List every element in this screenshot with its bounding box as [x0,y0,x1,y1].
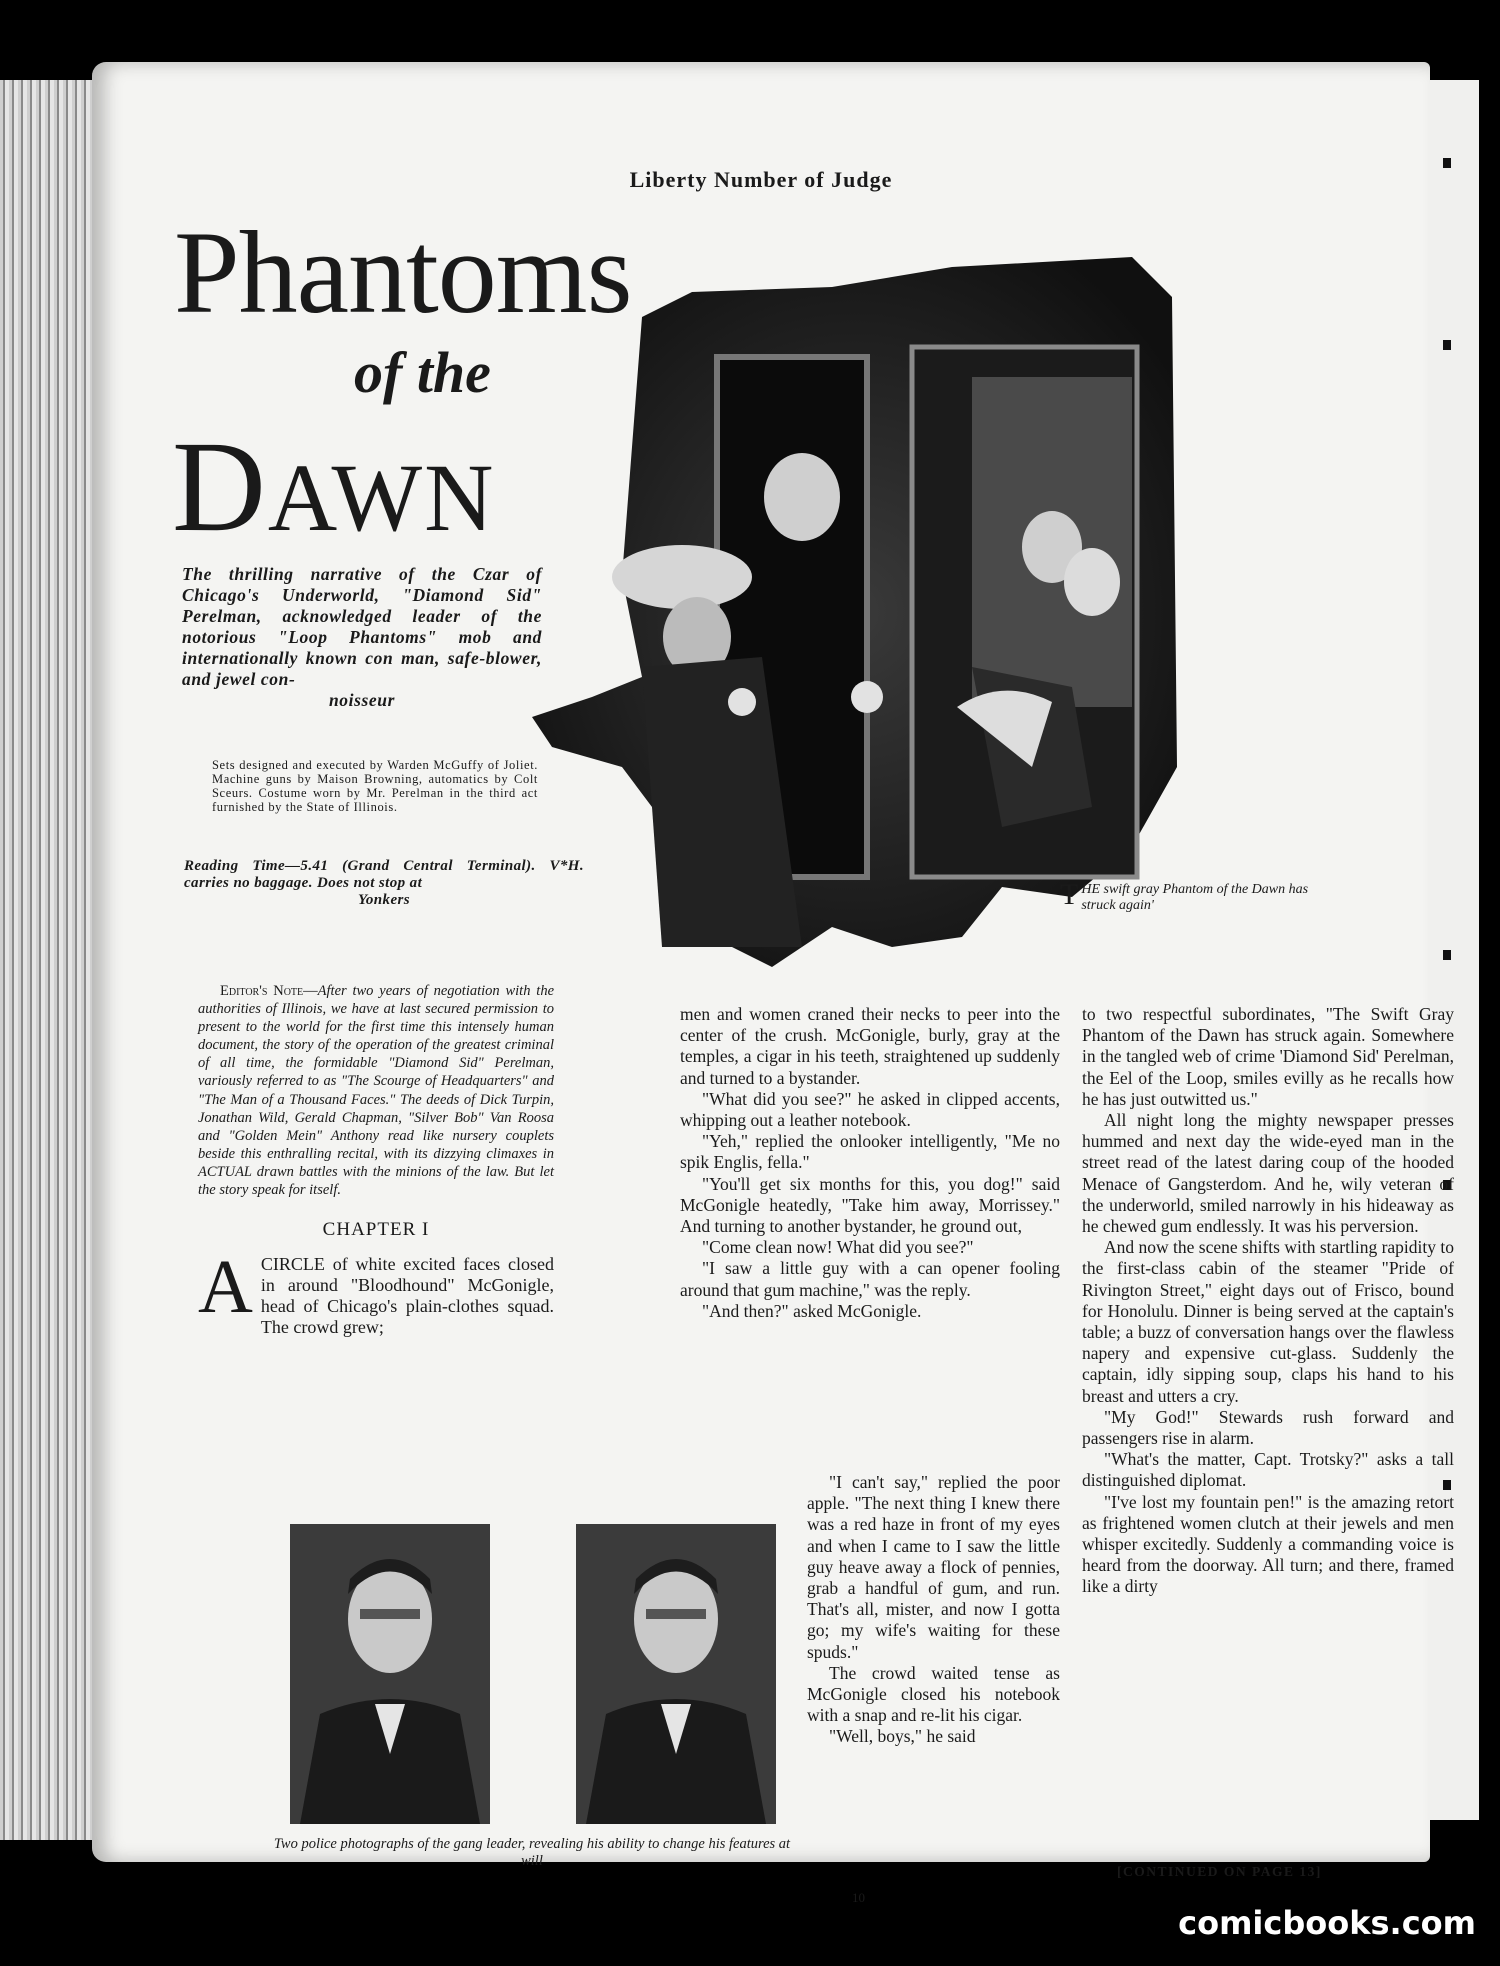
page-number: 10 [852,1890,865,1905]
running-head: Liberty Number of Judge [629,167,893,192]
photo-caption [1060,878,1310,914]
book-page-edges [0,80,100,1840]
deck-body: The thrilling narrative of the Czar of Chicago's Underworld, "Diamond Sid" Perelman, acknowledged leader of the notorious "Loop Phantoms" mob and internationally known con man, safe-blower, and jewel con- [182,564,542,689]
paragraph: And now the scene shifts with startling rapidity to the first-class cabin of the steamer "Pride of Rivington Street," eight days out of Frisco, bound for Honolulu. Dinner is being served at the captain's table; a buzz of conversation hangs over the flawless napery and expensive cut-glass. Suddenly the captain, idly sipping soup, claps his hand to his breast and utters a cry. [1082,1237,1454,1406]
deck-last-line: noisseur [328,690,396,710]
continued-notice: [CONTINUED ON PAGE 13] [1117,1864,1322,1879]
mug-shot-photo-2 [576,1524,776,1824]
paragraph: "Come clean now! What did you see?" [702,1237,974,1258]
title-rest: AWN [267,444,496,551]
chapter-heading: CHAPTER I [322,1219,430,1241]
reading-time-body: Reading Time—5.41 (Grand Central Terminal). V*H. carries no baggage. Does not stop at [184,858,584,891]
column-2-lower [807,1472,1060,1748]
paragraph: "You'll get six months for this, you dog!" said McGonigle heatedly, "Take him away, Morrissey." And turning to another bystander, he ground out, [680,1173,1060,1237]
column-1 [198,982,554,1338]
drop-cap: A [198,1245,253,1330]
watermark: comicbooks.com [1178,1904,1476,1942]
paragraph: "Well, boys," he said [829,1726,976,1747]
paragraph: "My God!" Stewards rush forward and passengers rise in alarm. [1082,1406,1454,1449]
mug-shot-photo-1 [290,1524,490,1824]
column-3 [1082,1004,1454,1598]
opening-text: CIRCLE of white excited faces closed in around "Bloodhound" McGonigle, head of Chicago's plain-clothes squad. The crowd grew; [260,1254,554,1338]
paragraph: "Yeh," replied the onlooker intelligently, "Me no spik Englis, fella." [680,1131,1060,1173]
reading-time-note [184,858,584,909]
title-initial: D [172,415,268,559]
reading-time-last-line: Yonkers [358,892,410,908]
magazine-page [92,62,1454,1905]
editors-note-lead: Editor's Note— [220,983,318,999]
paragraph: "And then?" asked McGonigle. [702,1300,922,1321]
paragraph: "I can't say," replied the poor apple. "The next thing I knew there was a red haze in front of my eyes and when I came to I saw the little guy heave away a flock of pennies, grab a handful of gum, and run. That's all, mister, and now I gotta go; my wife's waiting for these spuds." [807,1472,1060,1662]
editors-note-text: After two years of negotiation with the authorities of Illinois, we have at last secured permission to present to the world for the first time this intensely human document, the story of the operation of the greatest criminal of all time, the formidable "Diamond Sid" Perelman, variously referred to as "The Scourge of Headquarters" and "The Man of a Thousand Faces." The deeds of Dick Turpin, Jonathan Wild, Gerald Chapman, "Silver Bob" Van Roosa and "Golden Mein" Anthony read like nursery couplets beside this enthralling recital, with its dizzying climaxes in ACTUAL drawn battles with the minions of the law. But let the story speak for itself. [198,983,555,1199]
photo-caption-text: HE swift gray Phantom of the Dawn has struck again' [1081,882,1309,913]
mug-shot-caption: Two police photographs of the gang leader, revealing his ability to change his features at will [273,1836,791,1869]
title-line-3 [172,415,496,559]
column-2 [680,1004,1060,1322]
title-line-2: of the [354,340,491,405]
train-car-photo [532,247,1182,977]
credits-note: Sets designed and executed by Warden McGuffy of Joliet. Machine guns by Maison Browning, automatics by Colt Sceurs. Costume worn by Mr. Perelman in the third act furnished by the State of Illinois. [212,758,538,814]
paragraph: All night long the mighty newspaper presses hummed and next day the wide-eyed man in the street read of the latest daring coup of the hooded Menace of Gangsterdom. And he, wily veteran of the underworld, smiled narrowly in his hideaway as he chewed gum endlessly. It was his perversion. [1082,1110,1454,1237]
editors-note [198,982,554,1199]
paragraph: "What's the matter, Capt. Trotsky?" asks a tall distinguished diplomat. [1082,1449,1454,1491]
title-line-1: Phantoms [174,207,632,338]
paragraph: "I saw a little guy with a can opener fooling around that gum machine," was the reply. [680,1258,1060,1300]
paragraph: The crowd waited tense as McGonigle closed his notebook with a snap and re-lit his cigar. [807,1662,1060,1726]
paragraph: "What did you see?" he asked in clipped accents, whipping out a leather notebook. [680,1088,1060,1131]
paragraph: to two respectful subordinates, "The Swift Gray Phantom of the Dawn has struck again. Somewhere in the tangled web of crime 'Diamond Sid' Perelman, the Eel of the Loop, smiles evilly as he recalls how he has just outwitted us." [1082,1004,1454,1109]
article-deck [182,564,542,711]
paragraph: "I've lost my fountain pen!" is the amazing retort as frightened women clutch at their jewels and men whisper excitedly. Suddenly a commanding voice is heard from the doorway. All turn; and there, framed like a dirty [1082,1491,1454,1597]
photo-caption-drop: T [1060,878,1079,911]
opening-paragraph [198,1245,554,1338]
paragraph: men and women craned their necks to peer into the center of the crush. McGonigle, burly, gray at the temples, a cigar in his teeth, straightened up suddenly and turned to a bystander. [680,1004,1060,1088]
